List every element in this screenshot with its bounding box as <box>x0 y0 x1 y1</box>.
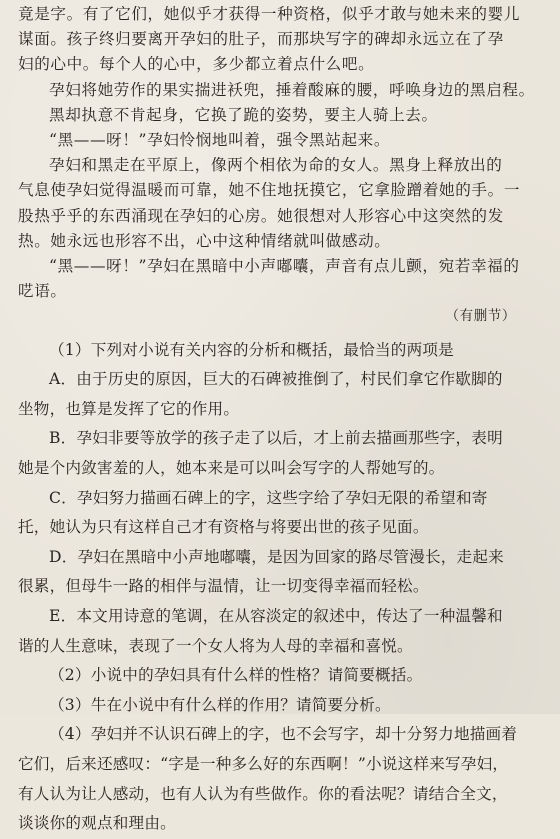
question-4-cont: 它们，后来还感叹：“字是一种多么好的东西啊！”小说这样来写孕妇， <box>18 754 509 773</box>
abridged-note: （有删节） <box>445 308 516 325</box>
question-4-cont: 有人认为让人感动，也有人认为有些做作。你的看法呢？请结合全文， <box>18 784 508 803</box>
questions-section <box>18 336 546 839</box>
option-c: C．孕妇努力描画石碑上的字，这些字给了孕妇无限的希望和寄 <box>49 488 488 507</box>
story-paragraph: 孕妇和黑走在平原上，像两个相依为命的女人。黑身上释放出的 <box>49 156 503 175</box>
story-line: 气息使孕妇觉得温暖而可靠，她不住地抚摸它，它拿脸蹭着她的手。一 <box>18 181 521 200</box>
question-2: （2）小说中的孕妇具有什么样的性格？请简要概括。 <box>49 666 423 685</box>
option-b-cont: 她是个内敛害羞的人，她本来是可以叫会写字的人帮她写的。 <box>18 459 445 478</box>
story-excerpt <box>18 2 546 330</box>
option-e: E．本文用诗意的笔调，在从容淡定的叙述中，传达了一种温馨和 <box>49 606 503 625</box>
question-1: （1）下列对小说有关内容的分析和概括，最恰当的两项是 <box>49 340 454 359</box>
story-paragraph: 孕妇将她劳作的果实揣进袄兜，捶着酸麻的腰，呼唤身边的黑启程。 <box>49 80 535 99</box>
option-c-cont: 托，她认为只有这样自己才有资格与将要出世的孩子见面。 <box>18 518 429 537</box>
option-e-cont: 谐的人生意味，表现了一个女人将为人母的幸福和喜悦。 <box>18 636 413 655</box>
story-line: 热。她永远也形容不出，心中这种情绪就叫做感动。 <box>18 231 391 250</box>
question-4: （4）孕妇并不认识石碑上的字，也不会写字，却十分努力地描画着 <box>49 725 518 744</box>
story-line: 妇的心中。每个人的心中，多少都立着点什么吧。 <box>18 55 375 74</box>
story-line: 谋面。孩子终归要离开孕妇的肚子，而那块写字的碑却永远立在了孕 <box>18 30 504 49</box>
story-line: 股热乎乎的东西涌现在孕妇的心房。她很想对人形容心中这突然的发 <box>18 206 504 225</box>
option-a: A．由于历史的原因，巨大的石碑被推倒了，村民们拿它作歇脚的 <box>49 370 503 389</box>
question-3: （3）牛在小说中有什么样的作用？请简要分析。 <box>49 695 391 714</box>
option-d-cont: 很累，但母牛一路的相伴与温情，让一切变得幸福而轻松。 <box>18 577 429 596</box>
story-line: 竟是字。有了它们，她似乎才获得一种资格，似乎才敢与她未来的婴儿 <box>18 5 521 23</box>
option-d: D．孕妇在黑暗中小声地嘟囔，是因为回家的路尽管漫长，走起来 <box>49 547 504 566</box>
story-paragraph: “黑——呀！”孕妇怜悯地叫着，强令黑站起来。 <box>49 131 391 150</box>
story-paragraph: “黑——呀！”孕妇在黑暗中小声嘟囔，声音有点儿颤，宛若幸福的 <box>49 257 520 276</box>
story-paragraph: 黑却执意不肯起身，它换了跪的姿势，要主人骑上去。 <box>49 105 438 124</box>
question-4-cont: 谈谈你的观点和理由。 <box>18 814 176 833</box>
story-line: 呓语。 <box>18 282 67 301</box>
option-b: B．孕妇非要等放学的孩子走了以后，才上前去描画那些字，表明 <box>49 429 503 448</box>
option-a-cont: 坐物，也算是发挥了它的作用。 <box>18 399 240 418</box>
